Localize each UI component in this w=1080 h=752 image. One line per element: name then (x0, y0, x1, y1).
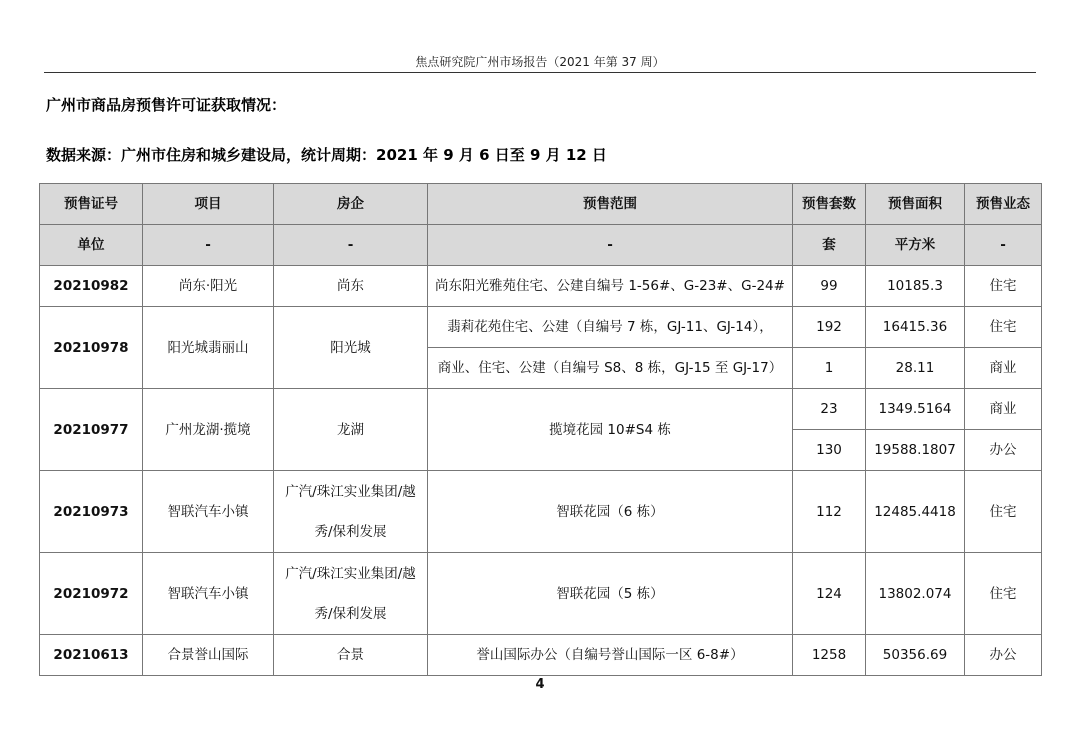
presale-permit-table (39, 183, 1042, 676)
table-row (40, 266, 1042, 307)
area-cell: 1349.5164 (866, 389, 965, 430)
unit-cell: - (274, 225, 428, 266)
scope-cell: 翡莉花苑住宅、公建（自编号 7 栋，GJ-11、GJ-14）， (428, 307, 793, 348)
type-cell: 商业 (965, 348, 1042, 389)
cert-number-cell: 20210982 (40, 266, 143, 307)
page-number: 4 (535, 677, 545, 692)
units-cell: 112 (793, 471, 866, 553)
type-cell: 住宅 (965, 553, 1042, 635)
header-divider (44, 72, 1036, 73)
developer-line: 秀/保利发展 (314, 523, 387, 540)
column-header: 预售套数 (793, 184, 866, 225)
project-cell: 尚东·阳光 (143, 266, 274, 307)
cert-number-cell: 20210977 (40, 389, 143, 471)
units-cell: 124 (793, 553, 866, 635)
data-source-line: 数据来源：广州市住房和城乡建设局，统计周期：2021 年 9 月 6 日至 9 月 12 日 (46, 146, 607, 164)
column-header: 预售业态 (965, 184, 1042, 225)
units-cell: 99 (793, 266, 866, 307)
area-cell: 16415.36 (866, 307, 965, 348)
type-cell: 住宅 (965, 471, 1042, 553)
unit-cell: - (143, 225, 274, 266)
section-title: 广州市商品房预售许可证获取情况： (46, 96, 287, 114)
units-cell: 23 (793, 389, 866, 430)
project-cell: 智联汽车小镇 (143, 553, 274, 635)
type-cell: 住宅 (965, 307, 1042, 348)
scope-cell: 誉山国际办公（自编号誉山国际一区 6-8#） (428, 635, 793, 676)
developer-line: 广汽/珠江实业集团/越 (285, 483, 416, 500)
column-header: 预售范围 (428, 184, 793, 225)
table-row (40, 471, 1042, 553)
column-header: 预售证号 (40, 184, 143, 225)
units-cell: 192 (793, 307, 866, 348)
cert-number-cell: 20210978 (40, 307, 143, 389)
table-header-row (40, 184, 1042, 225)
table-unit-row (40, 225, 1042, 266)
units-cell: 1 (793, 348, 866, 389)
column-header: 房企 (274, 184, 428, 225)
scope-cell: 商业、住宅、公建（自编号 S8、8 栋，GJ-15 至 GJ-17） (428, 348, 793, 389)
developer-cell: 龙湖 (274, 389, 428, 471)
developer-cell: 合景 (274, 635, 428, 676)
area-cell: 19588.1807 (866, 430, 965, 471)
developer-cell (274, 553, 428, 635)
project-cell: 广州龙湖·揽境 (143, 389, 274, 471)
units-cell: 1258 (793, 635, 866, 676)
type-cell: 商业 (965, 389, 1042, 430)
area-cell: 13802.074 (866, 553, 965, 635)
units-cell: 130 (793, 430, 866, 471)
column-header: 预售面积 (866, 184, 965, 225)
developer-line: 广汽/珠江实业集团/越 (285, 565, 416, 582)
type-cell: 住宅 (965, 266, 1042, 307)
scope-cell: 揽境花园 10#S4 栋 (428, 389, 793, 471)
unit-cell: 平方米 (866, 225, 965, 266)
unit-cell: 套 (793, 225, 866, 266)
developer-cell (274, 471, 428, 553)
developer-cell: 尚东 (274, 266, 428, 307)
cert-number-cell: 20210972 (40, 553, 143, 635)
project-cell: 阳光城翡丽山 (143, 307, 274, 389)
scope-cell: 智联花园（6 栋） (428, 471, 793, 553)
area-cell: 10185.3 (866, 266, 965, 307)
table-row (40, 389, 1042, 430)
cert-number-cell: 20210613 (40, 635, 143, 676)
area-cell: 12485.4418 (866, 471, 965, 553)
developer-line: 秀/保利发展 (314, 605, 387, 622)
table-row (40, 635, 1042, 676)
developer-cell: 阳光城 (274, 307, 428, 389)
type-cell: 办公 (965, 430, 1042, 471)
unit-cell: 单位 (40, 225, 143, 266)
area-cell: 28.11 (866, 348, 965, 389)
table-row (40, 553, 1042, 635)
project-cell: 智联汽车小镇 (143, 471, 274, 553)
cert-number-cell: 20210973 (40, 471, 143, 553)
project-cell: 合景誉山国际 (143, 635, 274, 676)
type-cell: 办公 (965, 635, 1042, 676)
unit-cell: - (428, 225, 793, 266)
scope-cell: 智联花园（5 栋） (428, 553, 793, 635)
column-header: 项目 (143, 184, 274, 225)
table-row (40, 307, 1042, 348)
area-cell: 50356.69 (866, 635, 965, 676)
scope-cell: 尚东阳光雅苑住宅、公建自编号 1-56#、G-23#、G-24# (428, 266, 793, 307)
unit-cell: - (965, 225, 1042, 266)
report-header-title: 焦点研究院广州市场报告（2021 年第 37 周） (415, 55, 665, 69)
